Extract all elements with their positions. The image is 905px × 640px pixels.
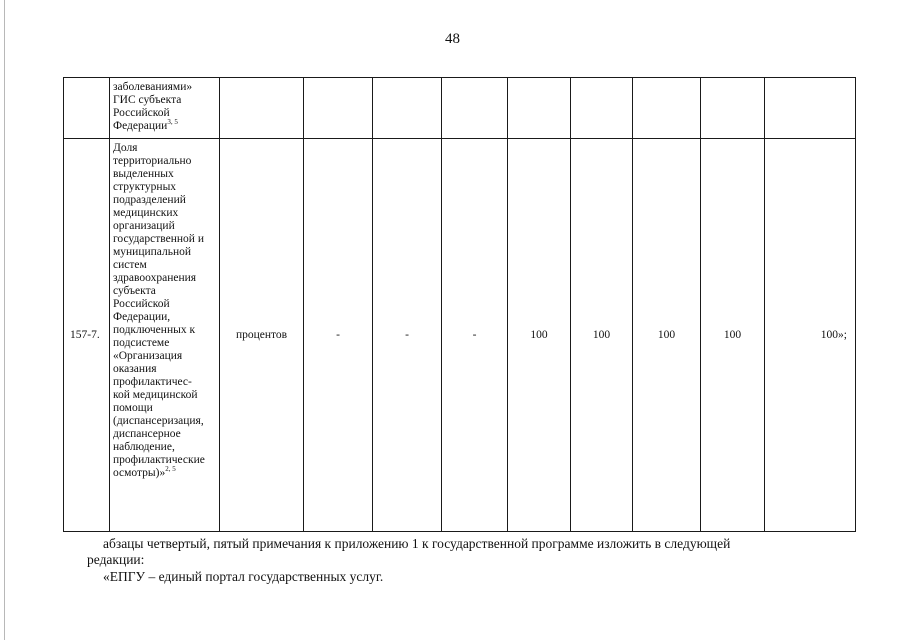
- table-cell-value: 100: [633, 139, 701, 532]
- table-cell-value: 100: [508, 139, 571, 532]
- table-cell-number: [64, 78, 110, 139]
- table-cell-name: Доля территориально выделенных структурных подразделений медицинских организаций государственной и муниципальной систем здравоохранения субъекта Российской Федерации, подключенных к подсистеме «Организация оказания профилактичес- кой медицинской помощи (диспансеризация, диспансерное наблюдение, профилактические осмотры)»$^{2, 5}$: [110, 139, 220, 532]
- indicator-table: [63, 77, 856, 532]
- table-cell-value: 100»;: [765, 139, 856, 532]
- table-cell-value: 100: [701, 139, 765, 532]
- table-cell-empty: [304, 78, 373, 139]
- amendment-paragraph: абзацы четвертый, пятый примечания к приложению 1 к государственной программе изложить в следующей редакции:: [87, 536, 731, 567]
- table-cell-value: 100: [571, 139, 633, 532]
- table-cell-empty: [220, 78, 304, 139]
- page-number: 48: [445, 31, 460, 47]
- table-row-continued: [64, 78, 856, 139]
- page-left-edge: [4, 0, 5, 640]
- table-row-157-7: [64, 139, 856, 532]
- quoted-definition: «ЕПГУ – единый портал государственных услуг.: [103, 569, 384, 584]
- footnote-ref: 3, 5: [167, 118, 178, 127]
- table-cell-empty: [571, 78, 633, 139]
- table-cell-empty: [373, 78, 442, 139]
- table-cell-number: 157-7.: [64, 139, 110, 532]
- table-cell-empty: [633, 78, 701, 139]
- footnote-ref: 2, 5: [165, 465, 176, 474]
- table-cell-empty: [508, 78, 571, 139]
- table-cell-value: -: [442, 139, 508, 532]
- table-cell-value: -: [304, 139, 373, 532]
- table-cell-name: заболеваниями» ГИС субъекта Российской Федерации$^{3, 5}$: [110, 78, 220, 139]
- table-cell-value: -: [373, 139, 442, 532]
- table-cell-empty: [442, 78, 508, 139]
- table-cell-unit: процентов: [220, 139, 304, 532]
- table-cell-empty: [701, 78, 765, 139]
- table-cell-empty: [765, 78, 856, 139]
